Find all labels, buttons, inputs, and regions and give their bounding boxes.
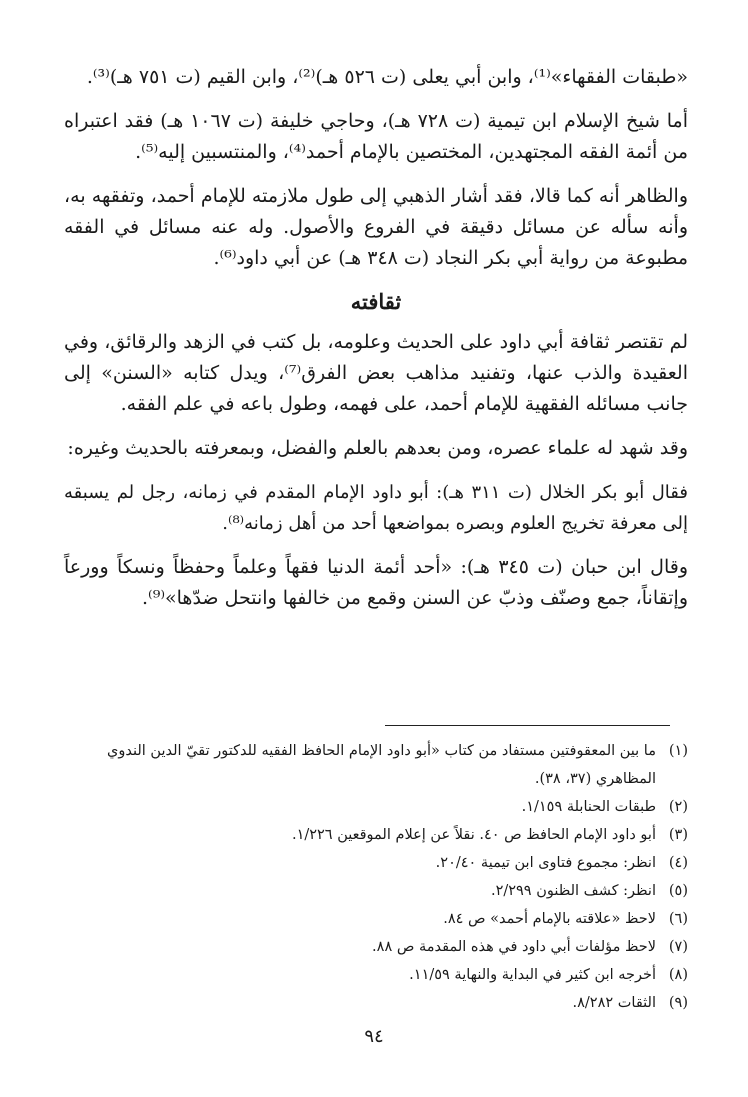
footnote-text: أخرجه ابن كثير في البداية والنهاية ١١/٥٩. bbox=[409, 967, 656, 983]
footnote-number: (١) bbox=[668, 743, 688, 759]
footnote-separator bbox=[385, 725, 670, 726]
footnote-item bbox=[64, 961, 688, 989]
footnote-text: طبقات الحنابلة ١/١٥٩. bbox=[521, 799, 656, 815]
footnote-item bbox=[64, 905, 688, 933]
footnote-text: لاحظ مؤلفات أبي داود في هذه المقدمة ص ٨٨. bbox=[372, 939, 656, 955]
footnote-text: انظر: مجموع فتاوى ابن تيمية ٢٠/٤٠. bbox=[435, 855, 656, 871]
footnote-item bbox=[64, 793, 688, 821]
paragraph-5: وقد شهد له علماء عصره، ومن بعدهم بالعلم والفضل، وبمعرفته بالحديث وغيره: bbox=[67, 437, 688, 459]
footnote-item bbox=[64, 877, 688, 905]
page-number: ٩٤ bbox=[364, 1026, 384, 1047]
footnote-item bbox=[64, 849, 688, 877]
section-heading: ثقافته bbox=[350, 289, 402, 314]
footnote-text: أبو داود الإمام الحافظ ص ٤٠. نقلاً عن إعلام الموقعين ١/٢٢٦. bbox=[291, 827, 656, 843]
footnote-number: (٦) bbox=[668, 911, 688, 927]
footnote-item bbox=[64, 989, 688, 1017]
paragraph-7: وقال ابن حبان (ت ٣٤٥ هـ): «أحد أئمة الدنيا فقهاً وعلماً وحفظاً ونسكاً وورعاً وإتقاناً، جمع وصنّف وذبّ عن السنن وقمع من خالفها وانتحل ضدّها»⁽⁹⁾. bbox=[64, 556, 688, 609]
paragraph-1: «طبقات الفقهاء»⁽¹⁾، وابن أبي يعلى (ت ٥٢٦ هـ)⁽²⁾، وابن القيم (ت ٧٥١ هـ)⁽³⁾. bbox=[86, 66, 688, 88]
footnote-number: (٥) bbox=[668, 883, 688, 899]
footnote-item bbox=[64, 933, 688, 961]
paragraph-2: أما شيخ الإسلام ابن تيمية (ت ٧٢٨ هـ)، وحاجي خليفة (ت ١٠٦٧ هـ) فقد اعتبراه من أئمة الفقه المجتهدين، المختصين بالإمام أحمد⁽⁴⁾، والمنتسبين إليه⁽⁵⁾. bbox=[64, 110, 688, 163]
footnote-number: (٣) bbox=[668, 827, 688, 843]
footnote-text: لاحظ «علاقته بالإمام أحمد» ص ٨٤. bbox=[443, 911, 656, 927]
footnote-number: (٩) bbox=[668, 995, 688, 1011]
main-text bbox=[64, 62, 688, 627]
footnote-text: انظر: كشف الظنون ٢/٢٩٩. bbox=[490, 883, 656, 899]
paragraph-4: لم تقتصر ثقافة أبي داود على الحديث وعلومه، بل كتب في الزهد والرقائق، وفي العقيدة والذب عنها، وتفنيد مذاهب بعض الفرق⁽⁷⁾، ويدل كتابه «السنن» إلى جانب مسائله الفقهية للإمام أحمد، على فهمه، وطول باعه في علم الفقه. bbox=[64, 331, 688, 415]
footnote-number: (٨) bbox=[668, 967, 688, 983]
footnote-item bbox=[64, 737, 688, 793]
footnote-number: (٤) bbox=[668, 855, 688, 871]
footnotes bbox=[64, 737, 688, 1017]
footnote-text: ما بين المعقوفتين مستفاد من كتاب «أبو داود الإمام الحافظ الفقيه للدكتور تقيّ الدين الندوي المظاهري (٣٧، ٣٨). bbox=[107, 743, 656, 787]
footnote-text: الثقات ٨/٢٨٢. bbox=[572, 995, 656, 1011]
paragraph-3: والظاهر أنه كما قالا، فقد أشار الذهبي إلى طول ملازمته للإمام أحمد، وتفقهه به، وأنه سأله عن مسائل دقيقة في الفروع والأصول. وله عنه مسائل في الفقه مطبوعة من رواية أبي بكر النجاد (ت ٣٤٨ هـ) عن أبي داود⁽⁶⁾. bbox=[64, 185, 688, 269]
footnote-item bbox=[64, 821, 688, 849]
footnote-number: (٧) bbox=[668, 939, 688, 955]
footnote-number: (٢) bbox=[668, 799, 688, 815]
paragraph-6: فقال أبو بكر الخلال (ت ٣١١ هـ): أبو داود الإمام المقدم في زمانه، رجل لم يسبقه إلى معرفة تخريج العلوم وبصره بمواضعها أحد من أهل زمانه⁽⁸⁾. bbox=[64, 482, 689, 534]
